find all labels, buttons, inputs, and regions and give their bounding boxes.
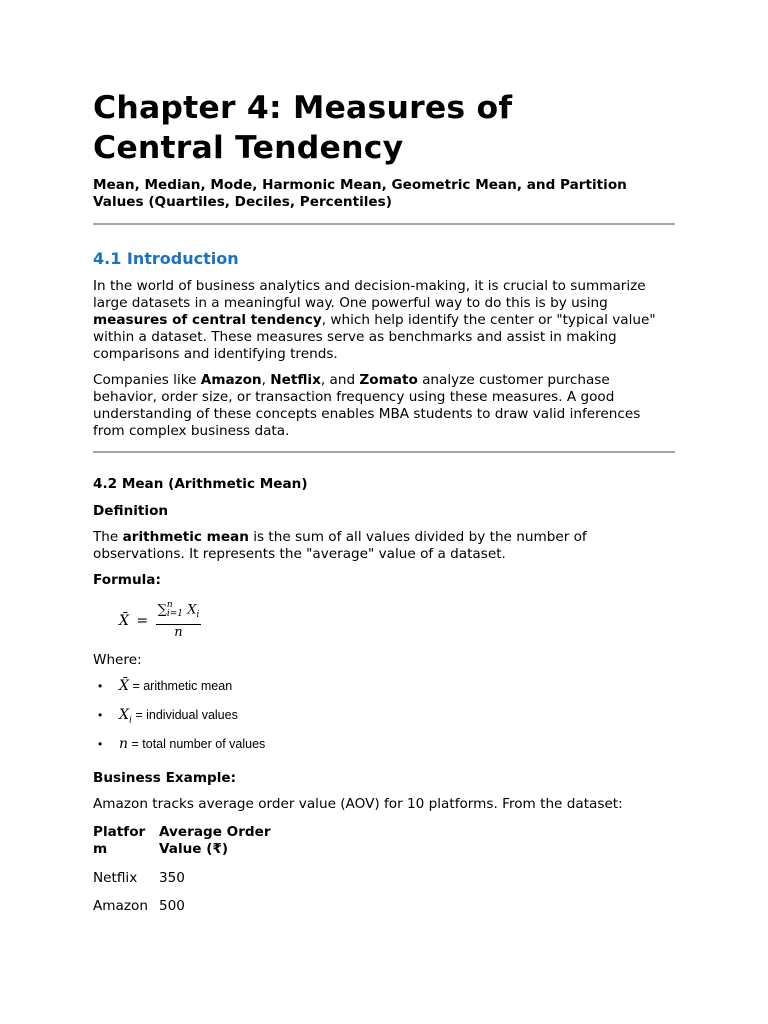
table-row — [93, 858, 271, 886]
divider — [93, 451, 675, 453]
formula-label: Formula: — [93, 572, 161, 588]
variable-description: = arithmetic mean — [132, 679, 233, 693]
table-header-aov — [159, 824, 271, 858]
variable-list — [93, 678, 675, 765]
definition-label: Definition — [93, 503, 169, 519]
chapter-title — [93, 88, 675, 168]
intro-p1-text-after: , which help identify the center or "typical value" within a dataset. These measures serve as benchmarks and assist in making comparisons and identifying trends. — [93, 312, 656, 362]
chapter-title-line2: Central Tendency — [93, 130, 404, 166]
variable-symbol: n — [119, 736, 129, 752]
sum-upper: n — [166, 600, 173, 610]
intro-paragraph-2 — [93, 372, 675, 440]
formula-equals: = — [136, 613, 149, 630]
bullet-icon: • — [98, 708, 103, 722]
intro-heading: 4.1 Introduction — [93, 249, 239, 268]
example-text: Amazon tracks average order value (AOV) for 10 platforms. From the dataset: — [93, 796, 623, 812]
intro-p2-sep2: , and — [320, 372, 360, 388]
formula-numerator — [156, 601, 202, 625]
variable-item — [93, 707, 675, 736]
chapter-title-line1: Chapter 4: Measures of — [93, 90, 513, 126]
variable-description: = total number of values — [131, 737, 266, 751]
aov-table — [93, 824, 271, 914]
table-cell-value: 350 — [159, 870, 185, 886]
bullet-icon: • — [98, 737, 103, 751]
sum-icon: ∑ — [157, 602, 167, 618]
table-row — [93, 886, 271, 914]
variable-symbol: X̄ — [119, 678, 129, 694]
business-example-label: Business Example: — [93, 770, 237, 786]
table-cell-platform: Netflix — [93, 870, 138, 886]
formula-term: X — [187, 602, 197, 618]
where-label: Where: — [93, 652, 142, 668]
chapter-subtitle: Mean, Median, Mode, Harmonic Mean, Geometric Mean, and Partition Values (Quartiles, Deciles, Percentiles) — [93, 177, 627, 210]
intro-p1-text: In the world of business analytics and decision-making, it is crucial to summarize large datasets in a meaningful way. One powerful way to do this is by using — [93, 278, 646, 311]
definition-paragraph — [93, 529, 675, 563]
variable-item — [93, 678, 675, 707]
definition-start: The — [93, 529, 123, 545]
formula-denominator: n — [174, 625, 183, 641]
table-header-row — [93, 824, 271, 858]
formula-term-sub: i — [196, 610, 200, 621]
mean-formula — [119, 601, 675, 641]
mean-heading: 4.2 Mean (Arithmetic Mean) — [93, 476, 308, 492]
table-cell-platform: Amazon — [93, 898, 148, 914]
variable-subscript: i — [128, 715, 132, 726]
header-aov-line2: Value (₹) — [159, 841, 229, 857]
header-platform-line2: m — [93, 841, 108, 857]
intro-p2-sep1: , — [261, 372, 271, 388]
sum-limits — [167, 601, 183, 619]
company-amazon: Amazon — [200, 372, 262, 388]
header-aov-line1: Average Order — [159, 824, 271, 840]
divider — [93, 223, 675, 225]
intro-p2-text-after: analyze customer purchase behavior, order size, or transaction frequency using these measures. A good understanding of these concepts enables MBA students to draw valid inferences from complex business data. — [93, 372, 641, 439]
company-zomato: Zomato — [359, 372, 418, 388]
variable-description: = individual values — [135, 708, 238, 722]
document-content — [93, 88, 675, 914]
variable-symbol: X — [119, 707, 129, 723]
intro-p2-start: Companies like — [93, 372, 201, 388]
header-platform-line1: Platfor — [93, 824, 146, 840]
company-netflix: Netflix — [270, 372, 321, 388]
sum-lower: i=1 — [166, 609, 184, 619]
variable-item — [93, 736, 675, 765]
bullet-icon: • — [98, 679, 103, 693]
formula-lhs: X̄ — [119, 613, 129, 630]
table-header-platform — [93, 824, 159, 858]
intro-p1-bold: measures of central tendency — [93, 312, 322, 328]
intro-paragraph-1 — [93, 278, 675, 363]
definition-bold: arithmetic mean — [122, 529, 249, 545]
table-cell-value: 500 — [159, 898, 185, 914]
formula-fraction — [156, 601, 202, 641]
definition-text-after: is the sum of all values divided by the number of observations. It represents the "average" value of a dataset. — [93, 529, 587, 562]
